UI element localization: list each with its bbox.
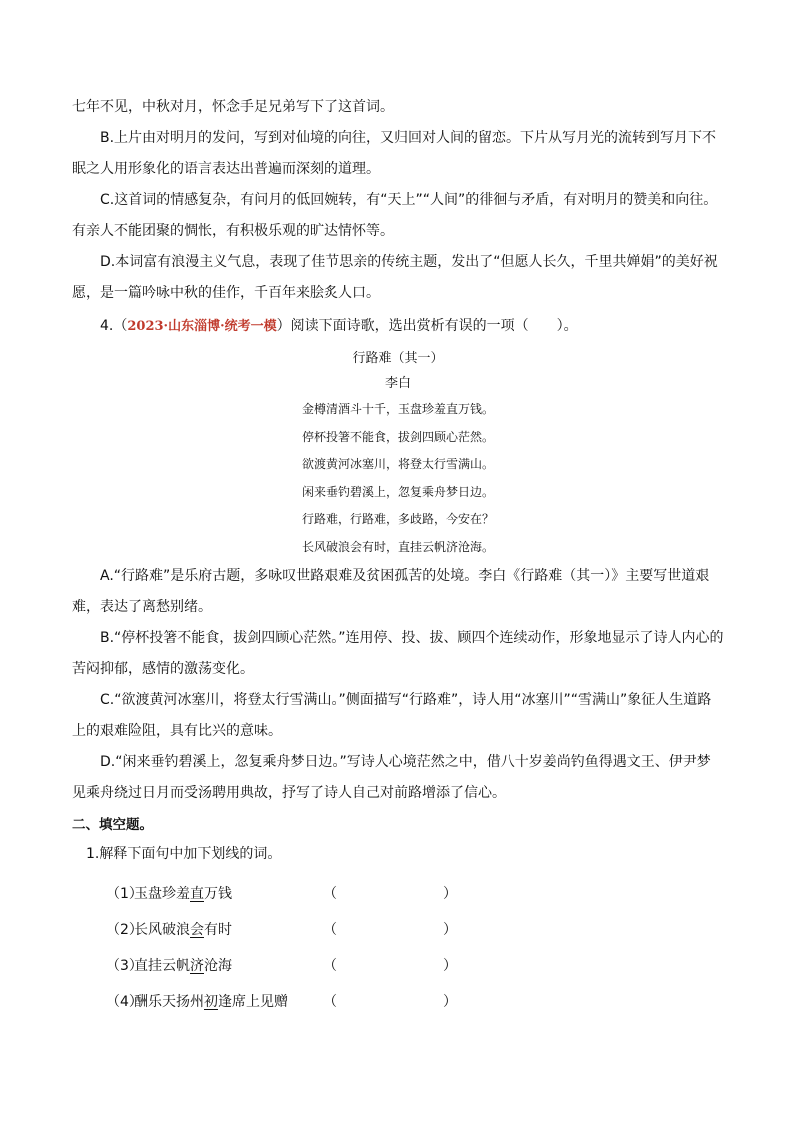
- poem-title: 行路难（其一）: [352, 351, 444, 366]
- answer-blank-close: ）: [443, 922, 457, 938]
- answer-blank-open: （: [323, 922, 337, 938]
- option-b: B.“停杯投箸不能食，拔剑四顾心茫然。”连用停、投、拔、顾四个连续动作，形象地显示了诗人内心的苦闷抑郁，感情的激荡变化。: [72, 630, 724, 677]
- fill-item-sentence: 长风破浪会有时: [134, 922, 232, 938]
- fill-items: [72, 875, 724, 1019]
- question-source: 2023·山东淄博·统考一模: [127, 319, 277, 334]
- option-a: A.“行路难”是乐府古题，多咏叹世路艰难及贫困孤苦的处境。李白《行路难（其一）》主要写世道艰难，表达了离愁别绪。: [72, 568, 710, 615]
- option-b-previous: B.上片由对明月的发问，写到对仙境的向往，又归回对人间的留恋。下片从写月光的流转到写月下不眠之人用形象化的语言表达出普遍而深刻的道理。: [72, 130, 717, 177]
- fill-item: [72, 983, 724, 1019]
- fill-item-number: （1）: [106, 886, 143, 902]
- fill-question: 1.解释下面句中加下划线的词。: [86, 846, 282, 862]
- poem: [72, 346, 724, 561]
- option-d-previous: D.本词富有浪漫主义气息，表现了佳节思亲的传统主题，发出了“但愿人长久，千里共婵娟”的美好祝愿，是一篇吟咏中秋的佳作，千百年来脍炙人口。: [72, 254, 718, 301]
- poem-line: 停杯投箸不能食，拔剑四顾心茫然。: [301, 429, 494, 444]
- option-d: D.“闲来垂钓碧溪上，忽复乘舟梦日边。”写诗人心境茫然之中，借八十岁姜尚钓鱼得遇文王、伊尹梦见乘舟绕过日月而受汤聘用典故，抒写了诗人自己对前路增添了信心。: [72, 754, 711, 801]
- fill-item-sentence: 直挂云帆济沧海: [134, 958, 232, 974]
- fill-item-sentence: 玉盘珍羞直万钱: [134, 886, 232, 902]
- option-c: C.“欲渡黄河冰塞川，将登太行雪满山。”侧面描写“行路难”，诗人用“冰塞川”“雪满山”象征人生道路上的艰难险阻，具有比兴的意味。: [72, 692, 712, 739]
- section-heading: 二、填空题。: [72, 817, 153, 833]
- fill-item-number: （2）: [106, 922, 143, 938]
- answer-blank-open: （: [323, 886, 337, 902]
- poem-line: 行路难，行路难，多歧路，今安在？: [301, 512, 494, 526]
- option-c-previous: C.这首词的情感复杂，有问月的低回婉转，有“天上”“人间”的徘徊与矛盾，有对明月的赞美和向往。有亲人不能团聚的惆怅，有积极乐观的旷达情怀等。: [72, 192, 718, 239]
- answer-blank-close: ）: [443, 958, 457, 974]
- fill-item-number: （3）: [106, 958, 143, 974]
- poem-line: 长风破浪会有时，直挂云帆济沧海。: [301, 539, 494, 554]
- poem-line: 金樽清酒斗十千，玉盘珍羞直万钱。: [301, 402, 494, 416]
- underlined-word: 会: [190, 922, 204, 938]
- poem-line: 欲渡黄河冰塞川，将登太行雪满山。: [301, 457, 494, 471]
- underlined-word: 初: [204, 994, 218, 1010]
- question-4-prompt: ）阅读下面诗歌，选出赏析有误的一项（ ）。: [276, 318, 578, 334]
- question-4: [72, 311, 724, 342]
- answer-blank-close: ）: [443, 994, 457, 1010]
- underlined-word: 直: [190, 886, 204, 902]
- fill-item: [72, 947, 724, 983]
- poem-author: 李白: [384, 376, 411, 391]
- answer-blank-open: （: [323, 958, 337, 974]
- answer-blank-open: （: [323, 994, 337, 1010]
- fill-item: [72, 911, 724, 947]
- fill-item: [72, 875, 724, 911]
- content-column: [72, 92, 724, 1019]
- answer-blank-close: ）: [443, 886, 457, 902]
- paragraph-continuation: 七年不见，中秋对月，怀念手足兄弟写下了这首词。: [72, 99, 394, 115]
- fill-item-number: （4）: [106, 994, 143, 1010]
- question-4-number: 4.（: [100, 318, 128, 334]
- poem-line: 闲来垂钓碧溪上，忽复乘舟梦日边。: [301, 484, 494, 499]
- underlined-word: 济: [190, 958, 204, 974]
- fill-item-sentence: 酬乐天扬州初逢席上见赠: [134, 994, 288, 1010]
